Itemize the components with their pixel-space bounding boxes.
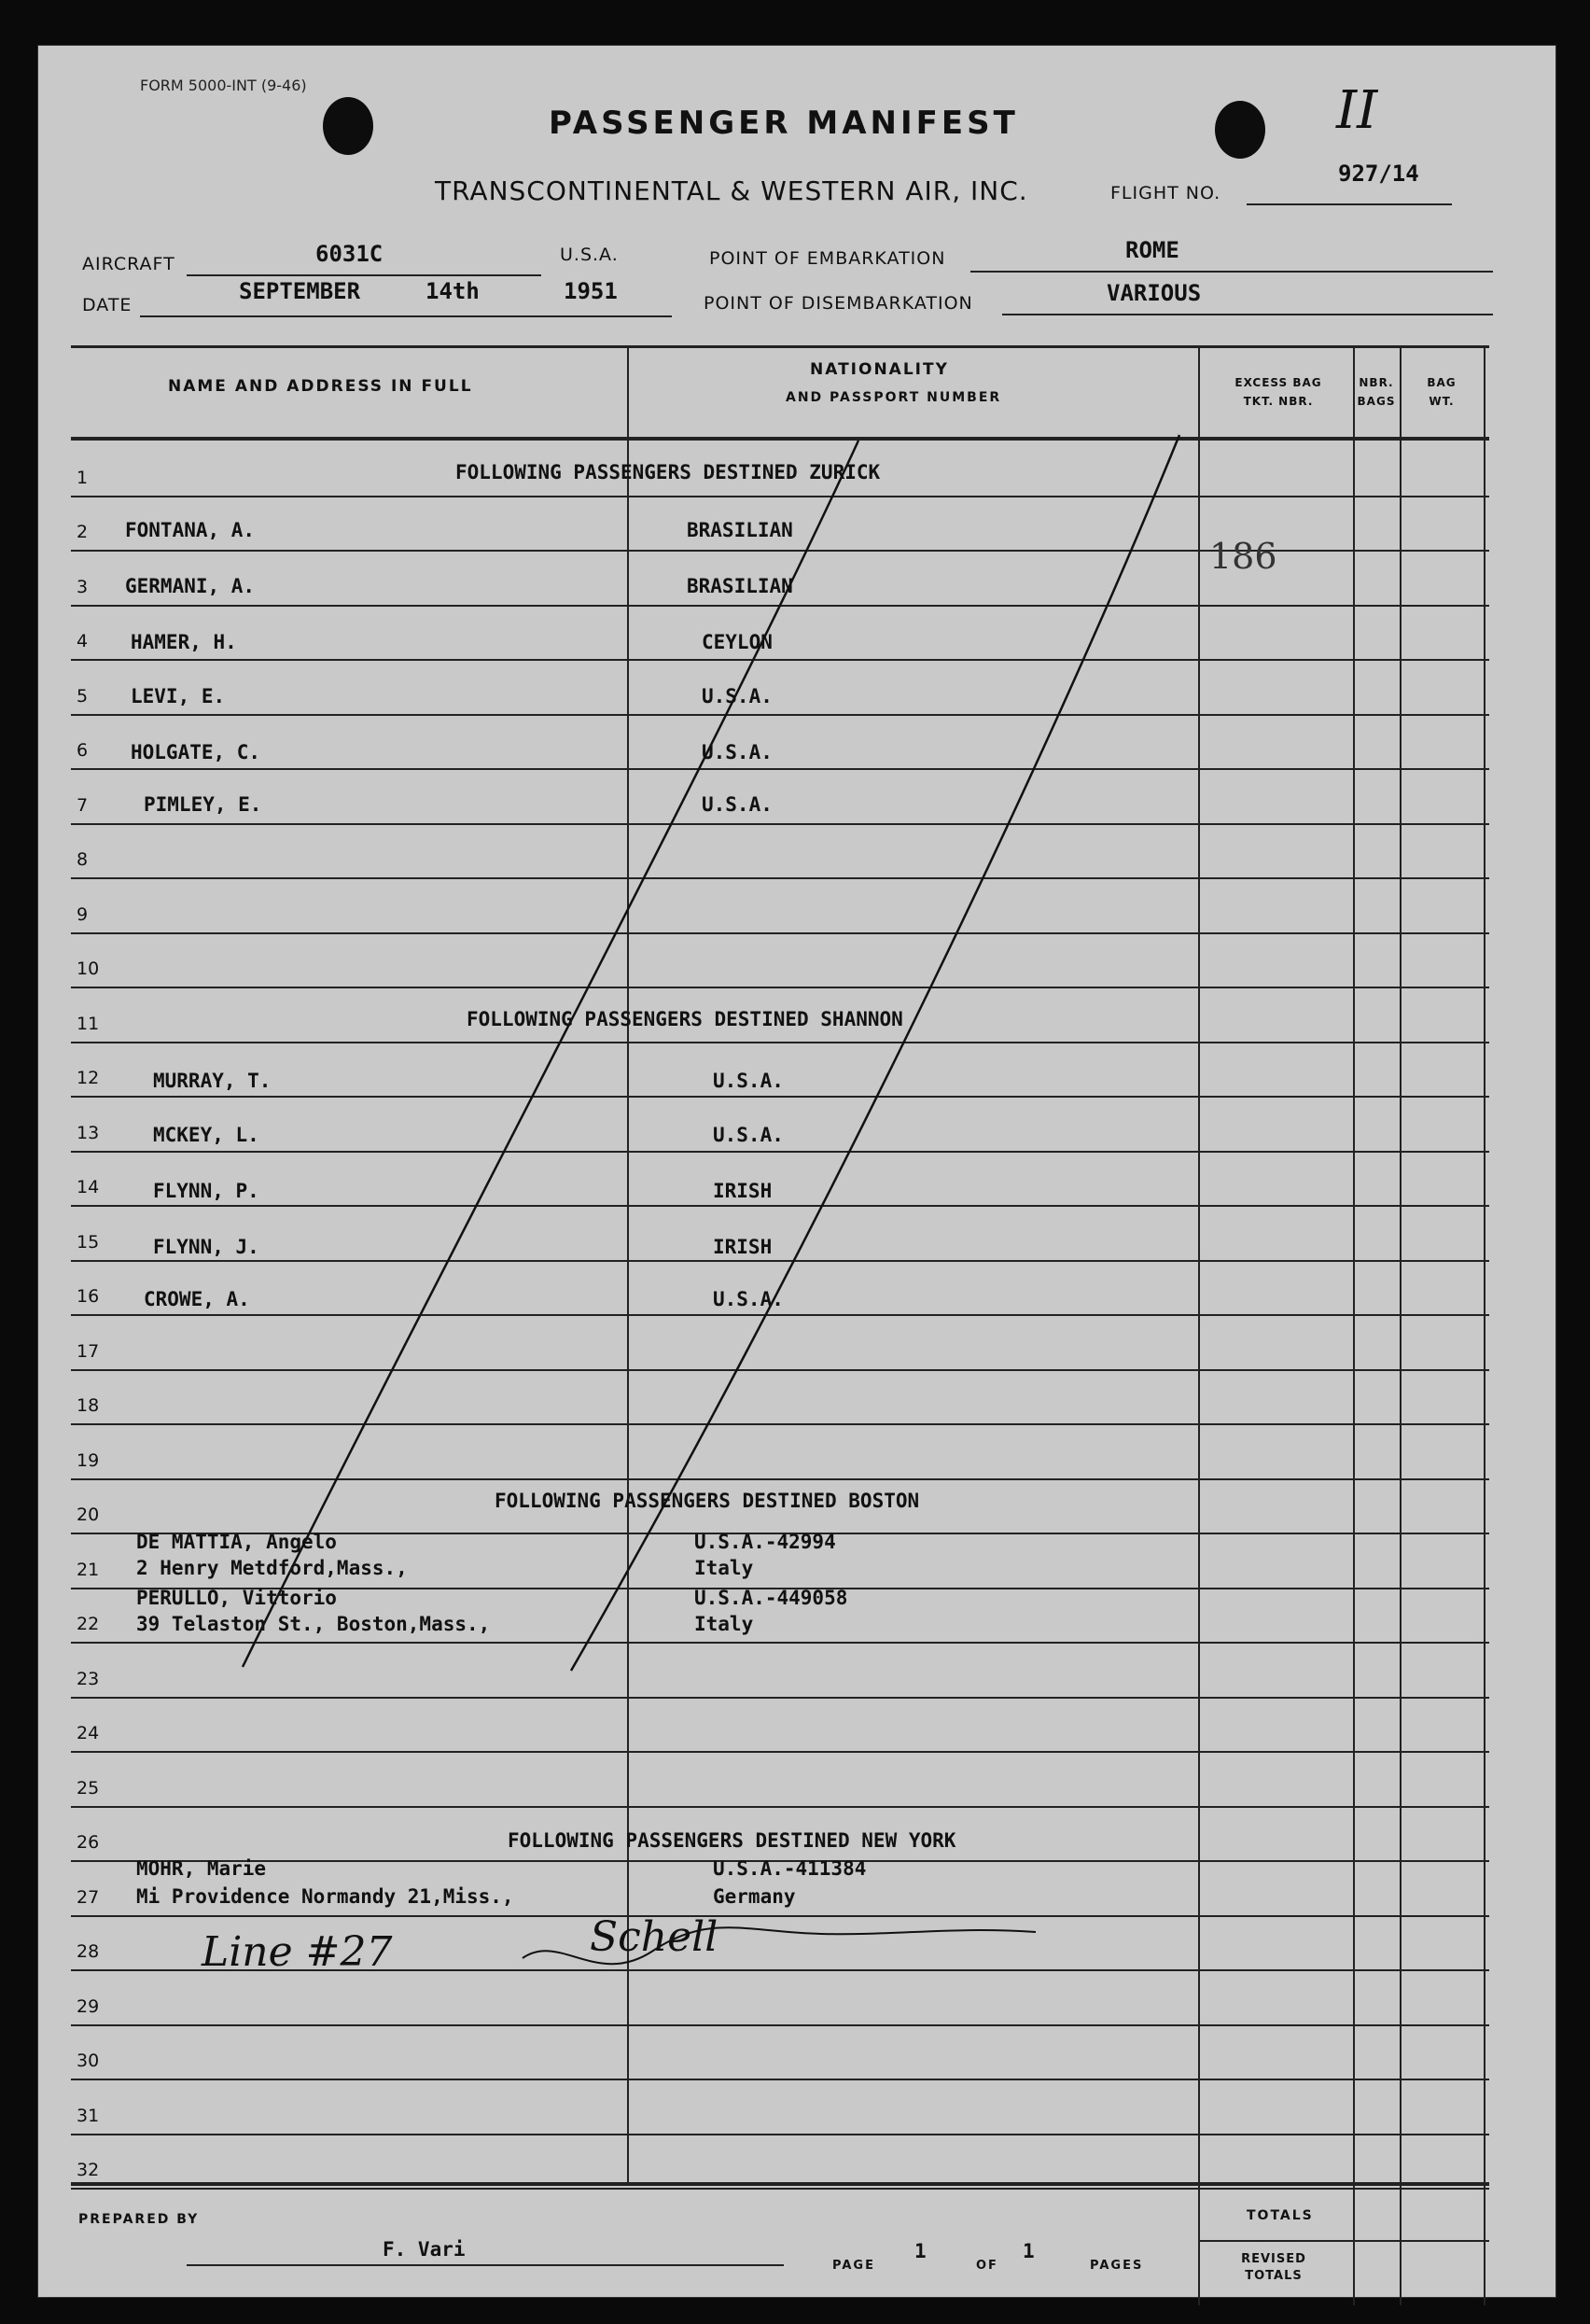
passenger-name: FLYNN, P. bbox=[153, 1180, 259, 1202]
footer-top-border bbox=[71, 2182, 1489, 2186]
line-number: 1 bbox=[77, 468, 89, 488]
column-header-wt-line1: BAG bbox=[1427, 376, 1457, 389]
line-number: 12 bbox=[77, 1068, 100, 1088]
passenger-address: Mi Providence Normandy 21,Miss., bbox=[136, 1885, 514, 1908]
passenger-nationality: U.S.A. bbox=[702, 685, 773, 707]
revised-totals-label: REVISED TOTALS bbox=[1241, 2252, 1306, 2283]
column-header-excess-line2: TKT. NBR. bbox=[1243, 395, 1314, 408]
prepared-by-line bbox=[187, 2264, 784, 2266]
passenger-nationality: U.S.A. bbox=[713, 1070, 784, 1092]
embarkation-label: POINT OF EMBARKATION bbox=[709, 248, 946, 269]
line-number: 2 bbox=[77, 522, 89, 542]
passenger-name: MCKEY, L. bbox=[153, 1124, 259, 1146]
passenger-address: 39 Telaston St., Boston,Mass., bbox=[136, 1613, 491, 1635]
line-number: 25 bbox=[77, 1778, 100, 1799]
page-label: PAGE bbox=[832, 2259, 875, 2273]
handwritten-line-note: Line #27 bbox=[202, 1928, 393, 1976]
handwritten-initials: Schell bbox=[590, 1913, 718, 1961]
line-number: 9 bbox=[77, 904, 89, 925]
page-title: PASSENGER MANIFEST bbox=[549, 105, 1019, 142]
passenger-nationality: U.S.A. bbox=[702, 741, 773, 763]
line-number: 18 bbox=[77, 1395, 100, 1416]
passenger-country: Germany bbox=[713, 1885, 796, 1908]
passenger-nationality: U.S.A. bbox=[713, 1288, 784, 1310]
passenger-nationality: CEYLON bbox=[702, 631, 773, 653]
passenger-nationality: U.S.A.-42994 bbox=[694, 1531, 836, 1553]
date-label: DATE bbox=[82, 295, 132, 315]
column-header-wt-line2: WT. bbox=[1429, 395, 1455, 408]
line-number: 10 bbox=[77, 959, 100, 979]
group-heading-newyork: FOLLOWING PASSENGERS DESTINED NEW YORK bbox=[508, 1829, 956, 1852]
line-number: 4 bbox=[77, 631, 89, 651]
line-number: 22 bbox=[77, 1614, 100, 1634]
aircraft-label: AIRCRAFT bbox=[82, 254, 175, 274]
passenger-name: FONTANA, A. bbox=[125, 519, 256, 541]
line-number: 32 bbox=[77, 2160, 100, 2180]
passenger-name: HOLGATE, C. bbox=[131, 741, 261, 763]
line-number: 23 bbox=[77, 1669, 100, 1689]
passenger-address: 2 Henry Metdford,Mass., bbox=[136, 1557, 408, 1579]
disembarkation-value: VARIOUS bbox=[1107, 280, 1202, 306]
of-label: OF bbox=[976, 2259, 998, 2273]
passenger-nationality: IRISH bbox=[713, 1236, 773, 1258]
totals-label: TOTALS bbox=[1247, 2208, 1314, 2223]
line-number: 17 bbox=[77, 1341, 100, 1362]
group-heading-boston: FOLLOWING PASSENGERS DESTINED BOSTON bbox=[495, 1490, 920, 1512]
line-number: 15 bbox=[77, 1232, 100, 1253]
cross-out-stroke-right bbox=[571, 435, 1179, 1671]
prepared-by-label: PREPARED BY bbox=[78, 2212, 200, 2227]
passenger-country: Italy bbox=[694, 1557, 754, 1579]
passenger-nationality: U.S.A. bbox=[702, 793, 773, 816]
column-header-excess-line1: EXCESS BAG bbox=[1234, 376, 1322, 389]
column-header-nbr-line2: BAGS bbox=[1357, 395, 1396, 408]
line-number: 28 bbox=[77, 1941, 100, 1962]
date-month: SEPTEMBER bbox=[239, 278, 361, 304]
column-header-name: NAME AND ADDRESS IN FULL bbox=[168, 377, 473, 396]
line-number: 24 bbox=[77, 1723, 100, 1743]
passenger-name: DE MATTIA, Angelo bbox=[136, 1531, 337, 1553]
line-number: 29 bbox=[77, 1996, 100, 2017]
embarkation-value: ROME bbox=[1125, 237, 1179, 263]
airline-name: TRANSCONTINENTAL & WESTERN AIR, INC. bbox=[435, 175, 1028, 206]
passenger-nationality: IRISH bbox=[713, 1180, 773, 1202]
column-header-passport: AND PASSPORT NUMBER bbox=[786, 390, 1002, 405]
aircraft-number: 6031C bbox=[315, 241, 384, 267]
prepared-by-name: F. Vari bbox=[383, 2238, 466, 2261]
passenger-name: FLYNN, J. bbox=[153, 1236, 259, 1258]
date-year: 1951 bbox=[564, 278, 618, 304]
line-number: 30 bbox=[77, 2051, 100, 2071]
pages-label: PAGES bbox=[1090, 2259, 1144, 2273]
flight-number: 927/14 bbox=[1338, 161, 1419, 187]
passenger-name: GERMANI, A. bbox=[125, 575, 256, 597]
line-number: 27 bbox=[77, 1887, 100, 1908]
line-number: 13 bbox=[77, 1123, 100, 1143]
flight-label: FLIGHT NO. bbox=[1110, 183, 1221, 203]
line-number: 19 bbox=[77, 1450, 100, 1471]
passenger-name: CROWE, A. bbox=[144, 1288, 250, 1310]
passenger-name: PERULLO, Vittorio bbox=[136, 1587, 337, 1609]
cross-out-stroke-left bbox=[243, 441, 858, 1667]
totals-divider bbox=[1198, 2240, 1489, 2242]
line-number: 8 bbox=[77, 849, 89, 870]
passenger-name: PIMLEY, E. bbox=[144, 793, 262, 816]
excess-ticket-stamp: 186 bbox=[1209, 536, 1277, 577]
line-number: 5 bbox=[77, 686, 89, 707]
page-total: 1 bbox=[1023, 2240, 1035, 2262]
group-heading-shannon: FOLLOWING PASSENGERS DESTINED SHANNON bbox=[467, 1008, 903, 1030]
passenger-name: HAMER, H. bbox=[131, 631, 237, 653]
date-day: 14th bbox=[425, 278, 480, 304]
line-number: 7 bbox=[77, 795, 89, 816]
column-header-nbr-line1: NBR. bbox=[1359, 376, 1394, 389]
passenger-nationality: U.S.A. bbox=[713, 1124, 784, 1146]
page-number: 1 bbox=[914, 2240, 927, 2262]
line-number: 20 bbox=[77, 1505, 100, 1525]
passenger-nationality: U.S.A.-411384 bbox=[713, 1857, 867, 1880]
roman-numeral-mark: II bbox=[1336, 80, 1378, 141]
line-number: 14 bbox=[77, 1177, 100, 1197]
line-number: 31 bbox=[77, 2106, 100, 2126]
form-number: FORM 5000-INT (9-46) bbox=[140, 77, 307, 94]
passenger-nationality: BRASILIAN bbox=[687, 575, 793, 597]
line-number: 26 bbox=[77, 1832, 100, 1853]
line-number: 6 bbox=[77, 740, 89, 761]
line-number: 11 bbox=[77, 1014, 100, 1034]
line-number: 3 bbox=[77, 577, 89, 597]
line-number: 21 bbox=[77, 1560, 100, 1580]
passenger-name: MOHR, Marie bbox=[136, 1857, 267, 1880]
passenger-name: LEVI, E. bbox=[131, 685, 226, 707]
aircraft-country: U.S.A. bbox=[560, 245, 619, 265]
line-number: 16 bbox=[77, 1286, 100, 1307]
passenger-country: Italy bbox=[694, 1613, 754, 1635]
passenger-nationality: BRASILIAN bbox=[687, 519, 793, 541]
disembarkation-label: POINT OF DISEMBARKATION bbox=[704, 293, 973, 314]
group-heading-zurick: FOLLOWING PASSENGERS DESTINED ZURICK bbox=[455, 461, 881, 483]
passenger-nationality: U.S.A.-449058 bbox=[694, 1587, 848, 1609]
passenger-name: MURRAY, T. bbox=[153, 1070, 272, 1092]
column-header-nationality: NATIONALITY bbox=[810, 360, 949, 379]
